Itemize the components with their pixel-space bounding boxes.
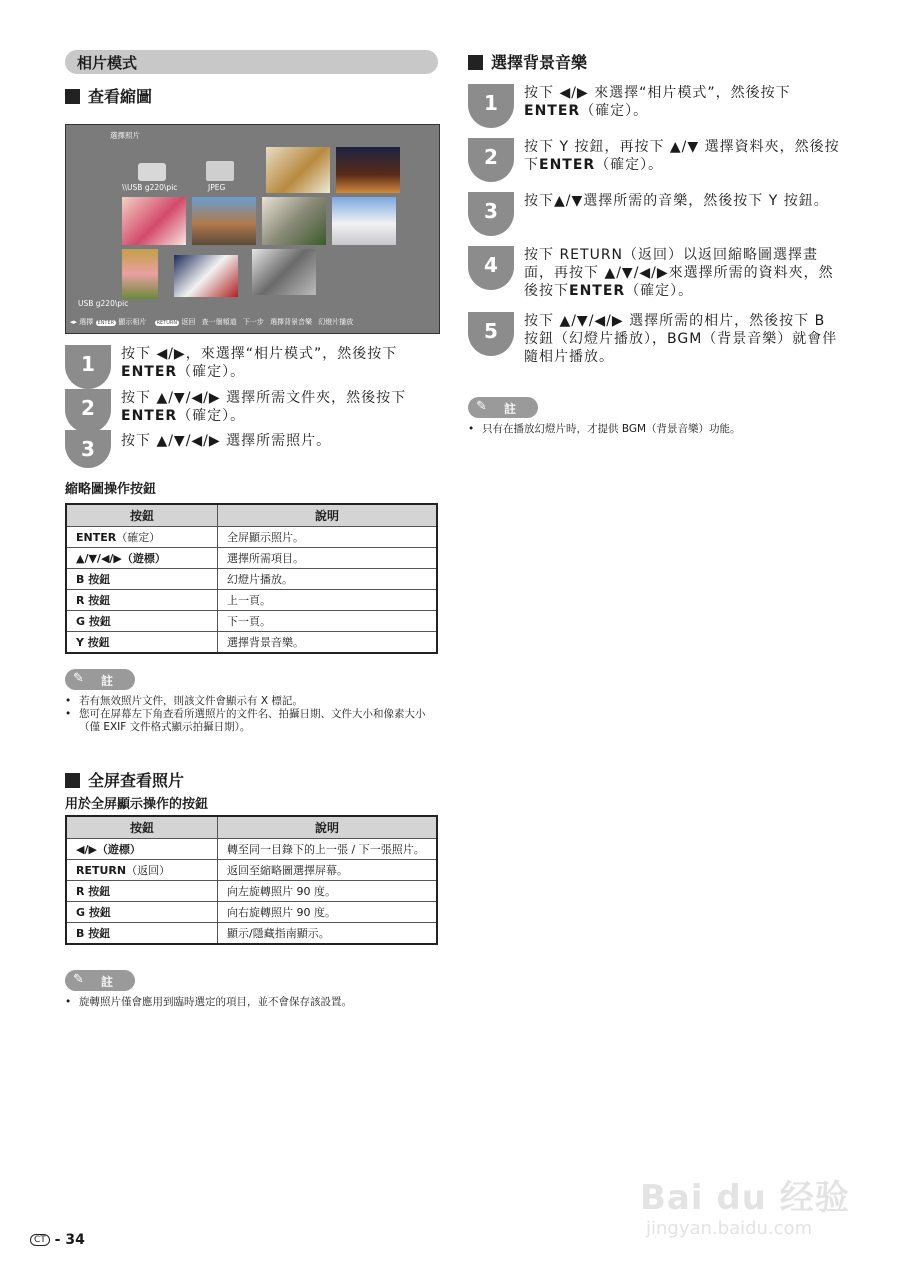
step-number: 1 [65, 345, 111, 389]
thumbnail-buttons-table [65, 503, 438, 654]
heading-square-icon [65, 89, 80, 104]
left-step-3 [65, 430, 445, 466]
paperclip-icon: ✎ [476, 399, 487, 414]
photo-binoculars [252, 249, 316, 295]
table-row: ◀/▶（遊標） 轉至同一目錄下的上一張 / 下一張照片。 [66, 839, 437, 860]
left-step-2 [65, 389, 445, 433]
photo-tower-town [192, 197, 256, 245]
guide-select: 選擇 [79, 318, 94, 326]
step-number: 3 [65, 430, 111, 468]
guide-enter: 顯示相片 [118, 318, 147, 326]
view-thumbnails-heading: 查看縮圖 [65, 84, 152, 107]
fullscreen-heading: 全屏查看照片 [65, 768, 184, 791]
header-description: 說明 [218, 504, 438, 527]
right-step-2 [468, 138, 848, 182]
table-row: ENTER（確定） 全屏顯示照片。 [66, 527, 437, 548]
step-number: 2 [65, 389, 111, 433]
fullscreen-buttons-table [65, 815, 438, 945]
notes-list-2 [65, 996, 441, 1009]
page-number: 34 [65, 1232, 85, 1248]
guide-return: 返回 [181, 318, 196, 326]
notes-list-right [468, 423, 848, 436]
step-text: 按下 Y 按鈕，再按下 ▲/▼ 選擇資料夾，然後按下ENTER（確定）。 [524, 139, 840, 173]
section-pill-photo-mode [65, 50, 438, 74]
folder-icon [206, 161, 234, 181]
photo-saxophone [266, 147, 330, 193]
header-button: 按鈕 [66, 504, 218, 527]
right-step-3 [468, 192, 848, 236]
up-folder-icon [138, 163, 166, 181]
list-item: • 若有無效照片文件，則該文件會顯示有 X 標記。 [65, 695, 441, 708]
table-header-row [66, 504, 437, 527]
ct-badge: CT [30, 1234, 50, 1246]
baidu-watermark-logo: Bai du 经验 [640, 1178, 850, 1218]
table-row: B 按鈕 顯示/隱藏指南顯示。 [66, 923, 437, 945]
fullscreen-buttons-title: 用於全屏顯示操作的按鈕 [65, 797, 209, 812]
folder-label-jpeg: JPEG [208, 183, 226, 192]
right-step-5 [468, 312, 848, 370]
step-number: 4 [468, 246, 514, 290]
bgm-heading: 選擇背景音樂 [468, 50, 587, 73]
page-footer: CT - 34 [30, 1232, 85, 1248]
table-row: G 按鈕 下一頁。 [66, 611, 437, 632]
guide-bgm: 選擇背景音樂 [270, 318, 313, 326]
step-text: 按下 ▲/▼/◀/▶ 選擇所需的相片，然後按下 B 按鈕（幻燈片播放），BGM（背景音樂）就會伴隨相片播放。 [524, 313, 838, 365]
step-text: 按下 ▲/▼/◀/▶ 選擇所需照片。 [121, 433, 332, 449]
paperclip-icon: ✎ [73, 972, 84, 987]
note-badge: ✎ 註 [65, 970, 135, 991]
heading-square-icon [65, 773, 80, 788]
guide-bar [70, 317, 434, 329]
photo-select-screen [65, 124, 440, 334]
note-badge: ✎ 註 [65, 669, 135, 690]
list-item: • 只有在播放幻燈片時，才提供 BGM（背景音樂）功能。 [468, 423, 848, 436]
header-description: 說明 [218, 816, 438, 839]
return-key-icon: RETURN [156, 320, 178, 326]
left-step-1 [65, 345, 445, 389]
table-row: R 按鈕 向左旋轉照片 90 度。 [66, 881, 437, 902]
header-button: 按鈕 [66, 816, 218, 839]
list-item: • 旋轉照片僅會應用到臨時選定的項目，並不會保存該設置。 [65, 996, 441, 1009]
section-pill-label: 相片模式 [77, 54, 138, 72]
step-text: 按下 ◀/▶，來選擇“相片模式”，然後按下 ENTER（確定）。 [121, 346, 398, 380]
step-text: 按下▲/▼選擇所需的音樂，然後按下 Y 按鈕。 [524, 193, 829, 209]
table-row: RETURN（返回） 返回至縮略圖選擇屏幕。 [66, 860, 437, 881]
table-row: Y 按鈕 選擇背景音樂。 [66, 632, 437, 654]
table-row: R 按鈕 上一頁。 [66, 590, 437, 611]
guide-prev: 查一個頻道 [201, 318, 237, 326]
table-row: ▲/▼/◀/▶（遊標） 選擇所需項目。 [66, 548, 437, 569]
paperclip-icon: ✎ [73, 671, 84, 686]
photo-basilica [332, 197, 396, 245]
step-text: 按下 ◀/▶ 來選擇“相片模式”，然後按下 ENTER（確定）。 [524, 85, 791, 119]
current-path-label: USB g220\pic [78, 299, 129, 308]
photo-street [262, 197, 326, 245]
step-number: 2 [468, 138, 514, 182]
cursor-arrows-icon: ◂▸ [70, 318, 78, 326]
step-number: 5 [468, 312, 514, 356]
notes-list-1 [65, 695, 441, 734]
enter-key-icon: ENTER [97, 320, 115, 326]
thumbnail-buttons-title: 縮略圖操作按鈕 [65, 482, 157, 497]
step-text: 按下 RETURN（返回）以返回縮略圖選擇畫面，再按下 ▲/▼/◀/▶來選擇所需的資料夾，然後按下ENTER（確定）。 [524, 247, 834, 299]
photo-girl-flowers [122, 249, 158, 299]
list-item: • 您可在屏幕左下角查看所選照片的文件名、拍攝日期、文件大小和像素大小（僅 EXIF 文件格式顯示拍攝日期）。 [65, 708, 441, 734]
right-step-1 [468, 84, 848, 128]
step-number: 3 [468, 192, 514, 236]
photo-bride [122, 197, 186, 245]
heading-square-icon [468, 55, 483, 70]
guide-slideshow: 幻燈片播放 [318, 318, 354, 326]
photo-skier [174, 255, 238, 297]
note-badge: ✎ 註 [468, 397, 538, 418]
step-text: 按下 ▲/▼/◀/▶ 選擇所需文件夾，然後按下 ENTER（確定）。 [121, 390, 407, 424]
photo-bridge-night [336, 147, 400, 193]
folder-label-usb: \\USB g220\pic [122, 183, 178, 192]
table-row: B 按鈕 幻燈片播放。 [66, 569, 437, 590]
guide-next: 下一步 [242, 318, 264, 326]
screen-title: 選擇照片 [110, 131, 140, 140]
table-row: G 按鈕 向右旋轉照片 90 度。 [66, 902, 437, 923]
table-header-row [66, 816, 437, 839]
step-number: 1 [468, 84, 514, 128]
baidu-watermark-url: jingyan.baidu.com [646, 1218, 813, 1239]
right-step-4 [468, 246, 848, 304]
